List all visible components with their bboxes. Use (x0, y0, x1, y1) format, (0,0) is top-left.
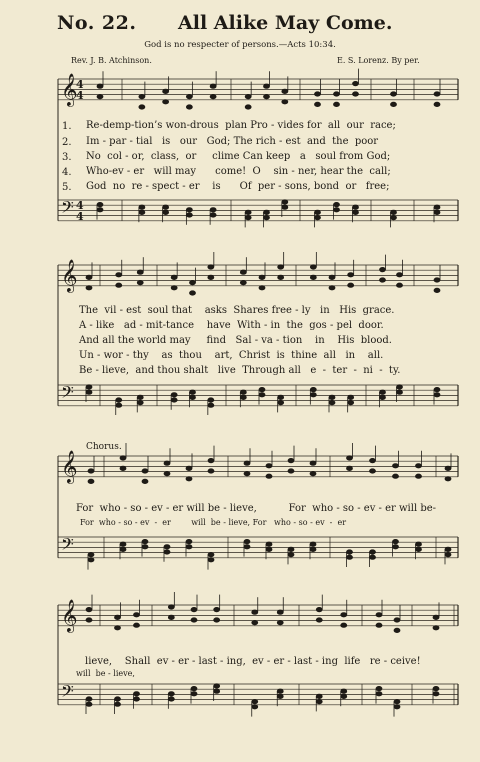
note-head (134, 613, 140, 617)
note-head (393, 474, 399, 478)
note-head (137, 270, 143, 274)
note-head (391, 215, 397, 219)
note-head (278, 275, 284, 279)
note-head (164, 545, 170, 549)
note-head (434, 288, 440, 292)
note-head (134, 692, 140, 696)
bass-clef-icon: 𝄢 (61, 534, 74, 558)
note-head (171, 393, 177, 397)
note-head (266, 547, 272, 551)
note-head (97, 94, 103, 98)
verse-5-line-1: God no re - spect - er is Of per - sons, bond or free; (86, 181, 390, 192)
verse-4-line-1: Who-ev - er will may come! O sin - ner, hear the call; (86, 166, 391, 177)
note-head (416, 464, 422, 468)
note-head (433, 686, 439, 690)
note-head (208, 398, 214, 402)
note-head (115, 615, 121, 619)
note-head (277, 689, 283, 693)
note-head (259, 286, 265, 290)
note-head (310, 542, 316, 546)
time-signature-top: 4 (76, 199, 84, 212)
note-head (97, 208, 103, 212)
note-head (341, 613, 347, 617)
note-head (264, 84, 270, 88)
note-head (186, 213, 192, 217)
note-head (142, 545, 148, 549)
note-head (252, 620, 258, 624)
note-head (288, 552, 294, 556)
verse-number: 4. (62, 167, 72, 178)
note-head (434, 387, 440, 391)
treble-clef-icon: 𝄞 (61, 450, 78, 483)
note-head (393, 464, 399, 468)
note-head (315, 92, 321, 96)
note-head (310, 547, 316, 551)
note-head (97, 84, 103, 88)
note-head (208, 552, 214, 556)
note-head (310, 471, 316, 475)
note-head (245, 105, 251, 109)
note-head (171, 286, 177, 290)
note-head (347, 456, 353, 460)
note-head (353, 81, 359, 85)
note-head (259, 387, 265, 391)
note-head (134, 697, 140, 701)
note-head (316, 694, 322, 698)
note-head (190, 390, 196, 394)
note-head (310, 461, 316, 465)
note-head (334, 202, 340, 206)
note-head (348, 273, 354, 277)
note-head (334, 102, 340, 106)
note-head (86, 618, 92, 622)
note-head (245, 210, 251, 214)
note-head (163, 89, 169, 93)
note-head (191, 618, 197, 622)
note-head (210, 94, 216, 98)
note-head (329, 395, 335, 399)
note-head (316, 699, 322, 703)
treble-clef-icon: 𝄞 (61, 259, 78, 292)
time-signature-top: 4 (76, 78, 84, 91)
composer-credit: E. S. Lorenz. By per. (337, 56, 420, 65)
note-head (347, 550, 353, 554)
note-head (259, 393, 265, 397)
note-head (210, 208, 216, 212)
scripture-epigraph: God is no respecter of persons.—Acts 10:34. (144, 40, 336, 50)
note-head (168, 697, 174, 701)
note-head (244, 539, 250, 543)
note-head (316, 607, 322, 611)
chorus-label: Chorus. (86, 442, 122, 452)
note-head (348, 283, 354, 287)
note-head (353, 210, 359, 214)
note-head (416, 542, 422, 546)
verse-5-line-2: Be - lieve, and thou shalt live Through all e - ter - ni - ty. (79, 365, 401, 376)
note-head (316, 618, 322, 622)
verse-number: 3. (62, 152, 72, 163)
note-head (191, 607, 197, 611)
verse-1-line-2: The vil - est soul that asks Shares free - ly in His grace. (79, 305, 395, 316)
note-head (97, 202, 103, 206)
note-head (142, 479, 148, 483)
note-head (115, 626, 121, 630)
note-head (208, 275, 214, 279)
chorus-line-2-alto: will be - lieve, (76, 669, 135, 678)
note-head (137, 395, 143, 399)
note-head (190, 291, 196, 295)
note-head (380, 278, 386, 282)
note-head (434, 92, 440, 96)
note-head (376, 623, 382, 627)
note-head (380, 395, 386, 399)
note-head (244, 471, 250, 475)
note-head (416, 474, 422, 478)
note-head (433, 692, 439, 696)
note-head (376, 613, 382, 617)
treble-clef-icon: 𝄞 (61, 599, 78, 632)
note-head (434, 102, 440, 106)
note-head (394, 618, 400, 622)
note-head (434, 205, 440, 209)
note-head (186, 466, 192, 470)
note-head (86, 385, 92, 389)
note-head (186, 208, 192, 212)
note-head (329, 275, 335, 279)
chorus-line-1-alto: For who - so - ev - er will be - lieve, For who - so - ev - er (80, 518, 347, 527)
note-head (191, 692, 197, 696)
note-head (329, 400, 335, 404)
verse-2-line-2: A - like ad - mit-tance have With - in the gos - pel door. (79, 320, 384, 331)
note-head (186, 545, 192, 549)
note-head (186, 105, 192, 109)
author-credit: Rev. J. B. Atchinson. (71, 56, 152, 65)
chorus-line-2: lieve, Shall ev - er - last - ing, ev - er - last - ing life re - ceive! (85, 656, 421, 667)
note-head (214, 618, 220, 622)
note-head (210, 213, 216, 217)
note-head (370, 555, 376, 559)
note-head (310, 275, 316, 279)
note-head (394, 705, 400, 709)
note-head (137, 280, 143, 284)
note-head (86, 702, 92, 706)
note-head (139, 94, 145, 98)
note-head (282, 205, 288, 209)
note-head (433, 615, 439, 619)
note-head (376, 686, 382, 690)
note-head (116, 403, 122, 407)
note-head (190, 280, 196, 284)
note-head (134, 623, 140, 627)
note-head (208, 458, 214, 462)
note-head (288, 547, 294, 551)
note-head (282, 89, 288, 93)
note-head (164, 461, 170, 465)
note-head (397, 273, 403, 277)
note-head (88, 558, 94, 562)
verse-3-line-1: No col - or, class, or clime Can keep a soul from God; (86, 151, 391, 162)
note-head (115, 702, 121, 706)
note-head (120, 547, 126, 551)
treble-clef-icon: 𝄞 (61, 73, 78, 106)
note-head (142, 539, 148, 543)
note-head (348, 400, 354, 404)
note-head (353, 92, 359, 96)
note-head (120, 466, 126, 470)
note-head (393, 539, 399, 543)
note-head (391, 210, 397, 214)
note-head (329, 286, 335, 290)
note-head (376, 692, 382, 696)
bass-clef-icon: 𝄢 (61, 681, 74, 705)
note-head (282, 100, 288, 104)
note-head (163, 210, 169, 214)
note-head (434, 393, 440, 397)
note-head (245, 94, 251, 98)
note-head (394, 628, 400, 632)
note-head (348, 395, 354, 399)
note-head (341, 689, 347, 693)
note-head (370, 458, 376, 462)
note-head (186, 477, 192, 481)
note-head (393, 545, 399, 549)
note-head (347, 555, 353, 559)
note-head (380, 390, 386, 394)
note-head (137, 400, 143, 404)
note-head (208, 265, 214, 269)
note-head (116, 273, 122, 277)
hymn-number: No. 22. (57, 12, 137, 34)
hymn-title: All Alike May Come. (178, 12, 393, 34)
note-head (164, 471, 170, 475)
note-head (397, 390, 403, 394)
note-head (433, 626, 439, 630)
note-head (86, 607, 92, 611)
note-head (310, 387, 316, 391)
note-head (434, 210, 440, 214)
bass-clef-icon: 𝄢 (61, 197, 74, 221)
note-head (445, 466, 451, 470)
note-head (347, 466, 353, 470)
note-head (315, 102, 321, 106)
note-head (434, 278, 440, 282)
note-head (264, 94, 270, 98)
verse-1-line-1: Re-demp-tion’s won-drous plan Pro - vides for all our race; (86, 120, 396, 131)
note-head (288, 469, 294, 473)
note-head (266, 474, 272, 478)
verse-4-line-2: Un - wor - thy as thou art, Christ is thine all in all. (79, 350, 384, 361)
time-signature-bottom: 4 (76, 89, 84, 102)
note-head (391, 92, 397, 96)
note-head (171, 275, 177, 279)
note-head (115, 697, 121, 701)
note-head (282, 200, 288, 204)
note-head (397, 385, 403, 389)
verse-3-line-2: And all the world may find Sal - va - tion in His blood. (79, 335, 392, 346)
note-head (240, 280, 246, 284)
note-head (288, 458, 294, 462)
note-head (391, 102, 397, 106)
note-head (168, 615, 174, 619)
note-head (210, 84, 216, 88)
note-head (277, 620, 283, 624)
note-head (252, 699, 258, 703)
chorus-line-1: For who - so - ev - er will be - lieve, For who - so - ev - er will be- (76, 503, 437, 514)
note-head (88, 469, 94, 473)
note-head (86, 275, 92, 279)
note-head (214, 689, 220, 693)
note-head (445, 477, 451, 481)
note-head (168, 692, 174, 696)
note-head (341, 623, 347, 627)
note-head (142, 469, 148, 473)
note-head (240, 270, 246, 274)
note-head (264, 210, 270, 214)
note-head (266, 542, 272, 546)
note-head (214, 684, 220, 688)
note-head (252, 705, 258, 709)
note-head (208, 558, 214, 562)
note-head (244, 461, 250, 465)
note-head (86, 390, 92, 394)
note-head (245, 215, 251, 219)
bass-clef-icon: 𝄢 (61, 382, 74, 406)
note-head (266, 464, 272, 468)
note-head (252, 610, 258, 614)
note-head (171, 398, 177, 402)
time-signature-bottom: 4 (76, 210, 84, 223)
note-head (163, 100, 169, 104)
note-head (214, 607, 220, 611)
verse-number: 1. (62, 121, 72, 132)
note-head (380, 267, 386, 271)
note-head (310, 265, 316, 269)
note-head (277, 694, 283, 698)
note-head (186, 94, 192, 98)
note-head (334, 208, 340, 212)
note-head (315, 210, 321, 214)
note-head (310, 393, 316, 397)
note-head (86, 697, 92, 701)
note-head (88, 552, 94, 556)
note-head (240, 390, 246, 394)
note-head (264, 215, 270, 219)
note-head (370, 469, 376, 473)
note-head (445, 547, 451, 551)
note-head (120, 542, 126, 546)
note-head (315, 215, 321, 219)
note-head (244, 545, 250, 549)
note-head (168, 605, 174, 609)
note-head (186, 539, 192, 543)
note-head (353, 205, 359, 209)
note-head (278, 265, 284, 269)
verse-2-line-1: Im - par - tial is our God; The rich - est and the poor (86, 136, 379, 147)
note-head (394, 699, 400, 703)
note-head (190, 395, 196, 399)
verse-number: 2. (62, 137, 72, 148)
note-head (397, 283, 403, 287)
note-head (116, 283, 122, 287)
note-head (163, 205, 169, 209)
note-head (445, 552, 451, 556)
note-head (278, 395, 284, 399)
note-head (208, 469, 214, 473)
note-head (240, 395, 246, 399)
note-head (116, 398, 122, 402)
verse-number: 5. (62, 182, 72, 193)
note-head (139, 105, 145, 109)
note-head (139, 210, 145, 214)
note-head (120, 456, 126, 460)
note-head (277, 610, 283, 614)
note-head (88, 479, 94, 483)
note-head (139, 205, 145, 209)
note-head (191, 686, 197, 690)
note-head (334, 92, 340, 96)
note-head (416, 547, 422, 551)
note-head (278, 400, 284, 404)
note-head (164, 550, 170, 554)
note-head (370, 550, 376, 554)
note-head (259, 275, 265, 279)
note-head (208, 403, 214, 407)
note-head (86, 286, 92, 290)
note-head (341, 694, 347, 698)
